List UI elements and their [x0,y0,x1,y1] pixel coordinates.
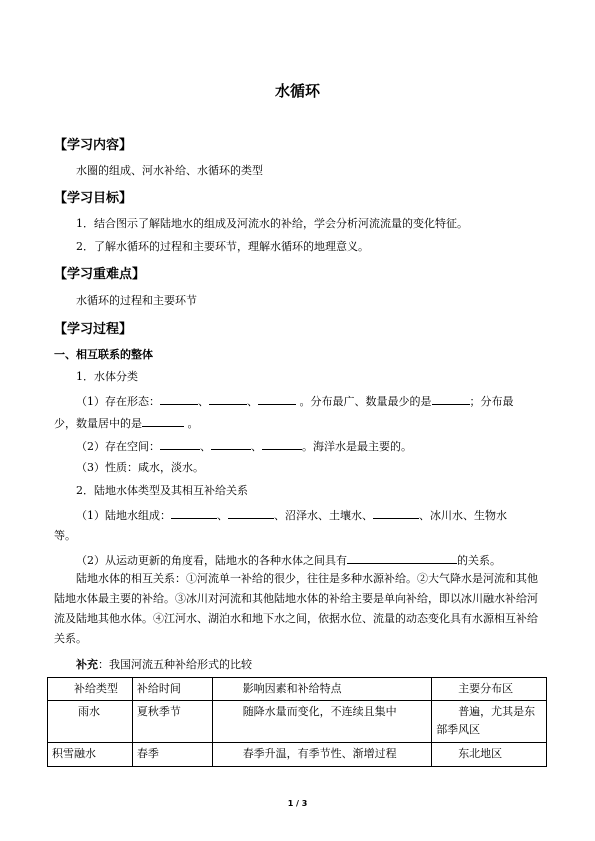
heading-learning-content: 【学习内容】 [54,138,133,153]
blank[interactable] [258,393,296,405]
blank[interactable] [373,507,419,519]
text-middle: 少，数量居中的是 [54,417,142,430]
table-cell: 普遍，尤其是东部季风区 [432,701,547,743]
blank[interactable] [347,552,457,564]
fill-line-space: （2）存在空间： 、 、 。海洋水是最主要的。 [76,440,412,453]
fill-line-land-water: （1）陆地水组成： 、 、沼泽水、土壤水、 、冰川水、生物水 [76,509,507,522]
label-space: （2）存在空间： [76,440,160,453]
table-row [48,701,547,743]
table-cell: 积雪融水 [48,743,133,767]
blank[interactable] [209,393,247,405]
page-title: 水循环 [274,82,320,100]
table-header-cell: 主要分布区 [432,678,547,701]
property-text: （3）性质：咸水，淡水。 [76,461,204,474]
subsection-water-classification: 1．水体分类 [76,370,138,383]
fill-line-form-cont [54,415,199,431]
page-number: 1 / 3 [287,799,308,808]
text-glacier: 、冰川水、生物水 [419,509,507,522]
table-cell: 雨水 [48,701,133,743]
goal-item-1: 1．结合图示了解陆地水的组成及河流水的补给，学会分析河流流量的变化特征。 [76,217,468,230]
blank[interactable] [142,415,184,427]
table-cell: 夏秋季节 [132,701,212,743]
table-cell: 东北地区 [432,743,547,767]
label-form: （1）存在形态： [76,395,160,408]
land-water-relations-paragraph: 陆地水体的相互关系：①河流单一补给的很少，往往是多种水源补给。②大气降水是河流和其他陆地水体最主要的补给。③冰川对河流和其他陆地水体的补给主要是单向补给，即以冰川融水补给河流及陆地其他水体。④江河水、湖泊水和地下水之间，依据水位、流量的动态变化具有水源相互补给关系。 [54,572,538,645]
blank[interactable] [171,507,217,519]
blank[interactable] [211,438,251,450]
land-water-etc: 等。 [54,529,76,542]
part-heading: 一、相互联系的整体 [54,348,153,361]
blank[interactable] [160,438,200,450]
text-relation: 的关系。 [457,554,501,567]
table-header-cell: 补给类型 [48,678,133,701]
table-cell: 春季升温，有季节性、渐增过程 [212,743,432,767]
text-widest: 。分布最广、数量最少的是 [299,395,432,408]
key-points-text: 水循环的过程和主要环节 [76,294,197,307]
table-cell: 随降水量而变化，不连续且集中 [212,701,432,743]
table-row [48,743,547,767]
subsection-land-water: 2．陆地水体类型及其相互补给关系 [76,484,248,497]
fill-line-form: （1）存在形态： 、 、 。分布最广、数量最少的是 ；分布最 [76,395,514,408]
table-cell: 春季 [132,743,212,767]
learning-content-text: 水圈的组成、河水补给、水循环的类型 [76,164,263,177]
text-least: ；分布最 [469,395,514,408]
supplement-label: 补充 [76,658,98,671]
text-ocean: 。海洋水是最主要的。 [302,440,412,453]
heading-learning-process: 【学习过程】 [54,322,133,337]
supplement-line [76,658,252,672]
fill-line-renewal [76,552,501,568]
goal-item-2: 2．了解水循环的过程和主要环节，理解水循环的地理意义。 [76,240,369,253]
table-header-row [48,678,547,701]
blank[interactable] [262,438,302,450]
label-land-water: （1）陆地水组成： [76,509,171,522]
heading-key-points: 【学习重难点】 [54,267,146,282]
heading-learning-goals: 【学习目标】 [54,191,133,206]
supply-comparison-table [47,677,547,767]
text-period: 。 [187,417,199,430]
table-header-cell: 补给时间 [132,678,212,701]
text-renewal: （2）从运动更新的角度看，陆地水的各种水体之间具有 [76,554,347,567]
table-header-cell: 影响因素和补给特点 [212,678,432,701]
blank[interactable] [160,393,198,405]
blank[interactable] [432,393,470,405]
supplement-text: ：我国河流五种补给形式的比较 [98,658,252,671]
text-swamp: 、沼泽水、土壤水、 [274,509,373,522]
blank[interactable] [228,507,274,519]
